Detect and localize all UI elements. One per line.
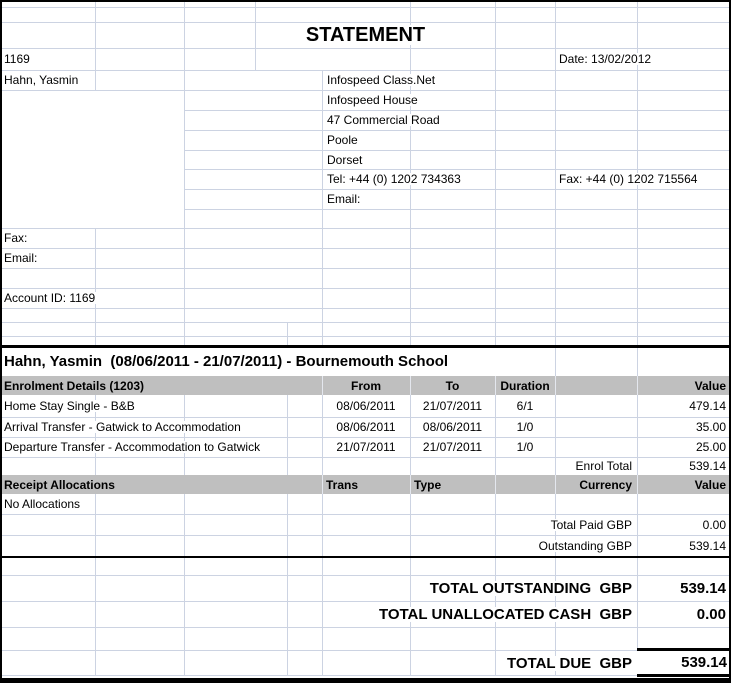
column-header-duration: Duration — [500, 378, 550, 393]
gridline-h — [184, 189, 731, 190]
receipts-header-band — [0, 475, 731, 494]
row-duration: 6/1 — [516, 399, 534, 413]
section-title: Hahn, Yasmin (08/06/2011 - 21/07/2011) - Bournemouth School — [4, 353, 449, 370]
outstanding-label: Outstanding GBP — [538, 538, 632, 553]
gridline-v — [184, 558, 185, 676]
gridline-v — [322, 70, 323, 345]
row-to: 08/06/2011 — [422, 420, 483, 434]
total-paid-value: 0.00 — [702, 517, 726, 532]
column-header-value2: Value — [694, 477, 726, 492]
gridline-h — [184, 209, 731, 210]
enrolment-details-header: Enrolment Details (1203) — [4, 378, 145, 393]
row-duration: 1/0 — [516, 440, 534, 454]
company-email-label: Email: — [327, 192, 361, 206]
gridline-v — [95, 558, 96, 676]
sheet-border-left — [0, 0, 2, 683]
total-paid-label: Total Paid GBP — [550, 517, 632, 532]
gridline-v — [95, 228, 96, 345]
row-value: 35.00 — [695, 420, 726, 434]
customer-fax-label: Fax: — [4, 231, 28, 245]
column-header-from: From — [351, 378, 381, 393]
total-due-label: TOTAL DUE GBP — [506, 654, 632, 672]
gridline-h — [184, 130, 731, 131]
column-header-value: Value — [694, 378, 726, 393]
gridline-v — [637, 348, 638, 376]
account-number: 1169 — [4, 52, 30, 66]
row-from: 21/07/2011 — [336, 440, 396, 454]
band-separator — [555, 376, 556, 395]
company-fax: Fax: +44 (0) 1202 715564 — [559, 172, 698, 186]
row-value: 479.14 — [689, 399, 726, 413]
enrolment-header-band — [0, 376, 731, 395]
gridline-h — [184, 150, 731, 151]
receipts-header: Receipt Allocations — [4, 477, 115, 492]
gridline-h — [0, 268, 731, 269]
account-id: Account ID: 1169 — [4, 291, 96, 305]
statement-date: Date: 13/02/2012 — [559, 52, 652, 66]
section-rule-bottom — [0, 556, 731, 558]
band-separator — [322, 475, 323, 494]
gridline-v — [287, 322, 288, 345]
row-to: 21/07/2011 — [422, 440, 483, 454]
company-street: 47 Commercial Road — [327, 113, 440, 127]
enrol-total-value: 539.14 — [689, 459, 726, 473]
gridline-h — [0, 248, 731, 249]
column-header-type: Type — [414, 477, 442, 492]
gridline-v — [555, 2, 556, 345]
page-title: STATEMENT — [305, 24, 426, 46]
gridline-h — [0, 308, 731, 309]
total-due-value: 539.14 — [637, 648, 731, 677]
company-tel: Tel: +44 (0) 1202 734363 — [327, 172, 461, 186]
total-unallocated-label: TOTAL UNALLOCATED CASH GBP — [378, 605, 632, 623]
gridline-h — [0, 228, 731, 229]
gridline-h — [0, 288, 731, 289]
enrol-total-label: Enrol Total — [575, 459, 632, 473]
row-from: 08/06/2011 — [336, 420, 396, 434]
row-description: Arrival Transfer - Gatwick to Accommodation — [4, 420, 241, 434]
gridline-h — [184, 110, 731, 111]
row-description: Home Stay Single - B&B — [4, 399, 135, 413]
total-outstanding-label: TOTAL OUTSTANDING GBP — [429, 579, 632, 597]
gridline-v — [184, 2, 185, 345]
company-name: Infospeed Class.Net — [327, 73, 436, 87]
sheet-border-bottom — [0, 678, 731, 683]
gridline-h — [0, 627, 731, 628]
gridline-v — [555, 348, 556, 376]
company-county: Dorset — [327, 152, 363, 167]
customer-email-label: Email: — [4, 251, 38, 265]
gridline-h — [0, 336, 731, 337]
total-outstanding-value: 539.14 — [680, 579, 726, 597]
total-unallocated-value: 0.00 — [696, 605, 726, 623]
column-header-to: To — [445, 378, 460, 393]
customer-name: Hahn, Yasmin — [4, 73, 79, 87]
no-allocations: No Allocations — [4, 497, 81, 511]
column-header-currency: Currency — [579, 477, 632, 492]
row-from: 08/06/2011 — [336, 399, 396, 413]
row-value: 25.00 — [695, 440, 726, 454]
company-town: Poole — [327, 133, 358, 147]
gridline-h — [0, 7, 731, 8]
gridline-h — [0, 322, 731, 323]
sheet-border-top — [0, 0, 731, 2]
row-to: 21/07/2011 — [422, 399, 483, 413]
outstanding-value: 539.14 — [689, 538, 726, 553]
row-description: Departure Transfer - Accommodation to Gatwick — [4, 440, 261, 454]
company-building: Infospeed House — [327, 93, 418, 107]
gridline-v — [495, 2, 496, 345]
row-duration: 1/0 — [516, 420, 534, 434]
column-header-trans: Trans — [326, 477, 359, 492]
band-separator — [410, 475, 411, 494]
